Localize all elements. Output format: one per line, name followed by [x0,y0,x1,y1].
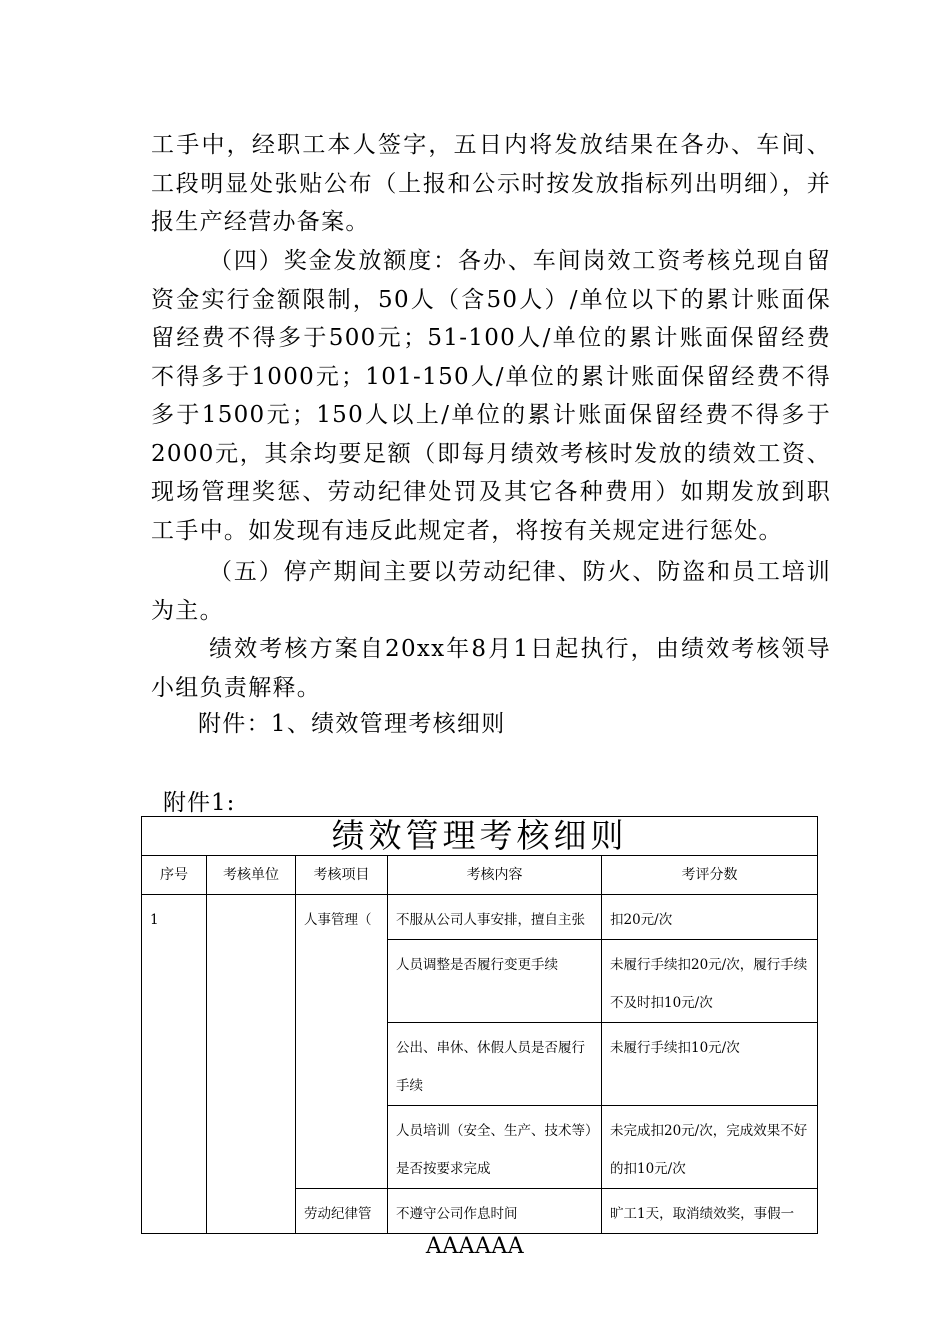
header-cell: 考评分数 [602,856,818,895]
attachment-label: 附件1: [163,790,236,816]
header-cell: 考核内容 [388,856,602,895]
assessment-table [141,816,818,1234]
paragraph-effective-date: 绩效考核方案自20xx年8月1日起执行，由绩效考核领导小组负责解释。 [151,636,831,701]
score-cell: 旷工1天，取消绩效奖，事假一 [602,1189,818,1234]
score-cell: 扣20元/次 [602,895,818,940]
paragraph-1: 工手中，经职工本人签字，五日内将发放结果在各办、车间、工段明显处张贴公布（上报和公示时按发放指标列出明细），并报生产经营办备案。 [151,132,831,235]
score-cell: 未完成扣20元/次，完成效果不好的扣10元/次 [602,1106,818,1189]
content-cell: 不遵守公司作息时间 [388,1189,602,1234]
table-row [142,895,818,940]
table-title: 绩效管理考核细则 [142,817,818,856]
score-cell: 未履行手续扣20元/次，履行手续不及时扣10元/次 [602,940,818,1023]
header-cell: 序号 [142,856,207,895]
paragraph-bonus-limits: （四）奖金发放额度：各办、车间岗效工资考核兑现自留资金实行金额限制，50人（含50人）/单位以下的累计账面保留经费不得多于500元；51-100人/单位的累计账面保留经费不得多于1000元；101-150人/单位的累计账面保留经费不得多于1500元；150人以上/单位的累计账面保留经费不得多于2000元，其余均要足额（即每月绩效考核时发放的绩效工资、现场管理奖惩、劳动纪律处罚及其它各种费用）如期发放到职工手中。如发现有违反此规定者，将按有关规定进行惩处。 [151,248,831,544]
score-cell: 未履行手续扣10元/次 [602,1023,818,1106]
content-cell: 不服从公司人事安排，擅自主张 [388,895,602,940]
content-cell: 人员调整是否履行变更手续 [388,940,602,1023]
page-footer: AAAAAA [425,1234,525,1259]
table-header-row [142,856,818,895]
paragraph-attachment-list: 附件：1、绩效管理考核细则 [198,711,506,737]
item-cell: 劳动纪律管 [296,1189,388,1234]
paragraph-shutdown: （五）停产期间主要以劳动纪律、防火、防盗和员工培训为主。 [151,559,831,624]
content-cell: 公出、串休、休假人员是否履行手续 [388,1023,602,1106]
seq-cell: 1 [142,895,207,1234]
header-cell: 考核单位 [207,856,296,895]
item-cell: 人事管理（ [296,895,388,1189]
header-cell: 考核项目 [296,856,388,895]
content-cell: 人员培训（安全、生产、技术等）是否按要求完成 [388,1106,602,1189]
table-title-row [142,817,818,856]
unit-cell [207,895,296,1234]
